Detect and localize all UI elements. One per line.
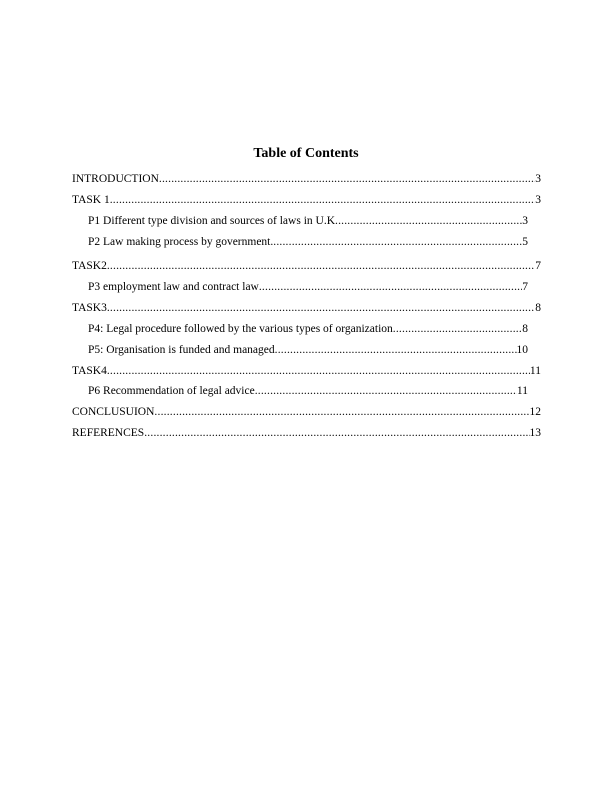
toc-entry-task2[interactable] <box>72 259 541 273</box>
toc-page-number: 11 <box>529 365 541 377</box>
toc-entry-p2[interactable] <box>88 235 528 249</box>
toc-page-number: 10 <box>516 344 528 356</box>
toc-entry-p3[interactable] <box>88 280 528 294</box>
toc-dot-leader <box>393 322 522 336</box>
toc-page-number: 13 <box>529 427 541 439</box>
toc-dot-leader <box>259 280 522 294</box>
toc-entry-text: INTRODUCTION <box>72 173 159 185</box>
toc-page-number: 12 <box>529 406 541 418</box>
toc-dot-leader <box>335 214 522 228</box>
toc-entry-task4[interactable] <box>72 364 541 378</box>
toc-entry-conclusion[interactable] <box>72 405 541 419</box>
toc-dot-leader <box>255 384 517 398</box>
toc-entry-text: TASK 1 <box>72 194 110 206</box>
toc-entry-p5[interactable] <box>88 343 528 357</box>
toc-dot-leader <box>273 235 522 249</box>
toc-page-number: 8 <box>522 323 528 335</box>
toc-dot-leader <box>144 426 529 440</box>
toc-entry-p4[interactable] <box>88 322 528 336</box>
toc-dot-leader <box>107 301 535 315</box>
toc-dot-leader <box>159 172 535 186</box>
toc-entry-text: P2 Law making process by government. <box>88 236 274 248</box>
toc-entry-text: P1 Different type division and sources of laws in U.K <box>88 215 335 227</box>
toc-page-number: 7 <box>522 281 528 293</box>
toc-entry-p1[interactable] <box>88 214 528 228</box>
toc-page-number: 8 <box>535 302 541 314</box>
toc-entry-text: TASK2 <box>72 260 107 272</box>
toc-entry-text: REFERENCES <box>72 427 145 439</box>
toc-entry-introduction[interactable] <box>72 172 541 186</box>
toc-entry-text: P5: Organisation is funded and managed <box>88 344 275 356</box>
toc-entry-text: P6 Recommendation of legal advice <box>88 385 255 397</box>
toc-entry-text: P3 employment law and contract law <box>88 281 259 293</box>
toc-entry-text: P4: Legal procedure followed by the various types of organization <box>88 323 393 335</box>
toc-dot-leader <box>110 193 536 207</box>
toc-entry-p6[interactable] <box>88 384 528 398</box>
toc-entry-text: TASK3 <box>72 302 107 314</box>
toc-entry-task1[interactable] <box>72 193 541 207</box>
toc-entry-text: CONCLUSUION <box>72 406 155 418</box>
toc-page-number: 11 <box>516 385 528 397</box>
toc-entry-task3[interactable] <box>72 301 541 315</box>
toc-page-number: 3 <box>535 194 541 206</box>
toc-dot-leader <box>154 405 529 419</box>
toc-page-number: 3 <box>535 173 541 185</box>
toc-dot-leader <box>107 259 535 273</box>
toc-title: Table of Contents <box>253 146 359 161</box>
toc-entry-text: TASK4 <box>72 365 107 377</box>
toc-page-number: 5 <box>522 236 528 248</box>
toc-dot-leader <box>275 343 517 357</box>
toc-entry-references[interactable] <box>72 426 541 440</box>
toc-page-number: 3 <box>522 215 528 227</box>
toc-page-number: 7 <box>535 260 541 272</box>
toc-dot-leader <box>107 364 530 378</box>
